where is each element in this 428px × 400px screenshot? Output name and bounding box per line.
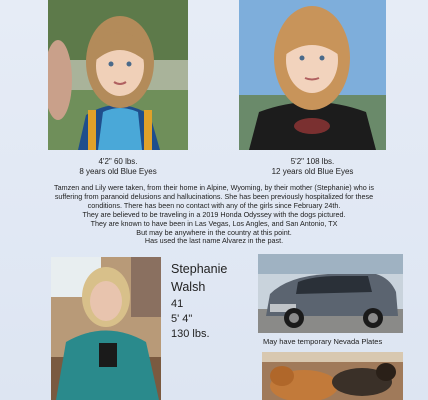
description-text xyxy=(12,184,416,246)
child1-height-weight: 4'2" 60 lbs. xyxy=(98,157,138,166)
child1-age-eyes: 8 years old Blue Eyes xyxy=(79,167,157,176)
child2-photo xyxy=(239,0,386,150)
description-line: They are known to have been in Las Vegas, Los Angles, and San Antonio, TX xyxy=(90,218,338,228)
mother-first-name: Stephanie xyxy=(171,262,228,276)
mother-photo xyxy=(51,257,161,400)
dogs-photo xyxy=(262,352,403,400)
mother-age: 41 xyxy=(171,298,184,310)
description-line: Tamzen and Lily were taken, from their home in Alpine, Wyoming, by their mother (Stephanie) who is xyxy=(54,183,374,192)
child2-age-eyes: 12 years old Blue Eyes xyxy=(271,167,354,176)
description-line: conditions. There has been no contact with any of the girls since February 24th. xyxy=(87,200,341,210)
minivan-photo xyxy=(258,254,403,333)
child1-caption xyxy=(48,157,188,177)
mother-last-name: Walsh xyxy=(171,280,206,294)
mother-height: 5' 4" xyxy=(171,313,193,325)
description-line: But may be anywhere in the country at this point. xyxy=(136,227,292,237)
mother-weight: 130 lbs. xyxy=(171,328,210,340)
child2-caption xyxy=(239,157,386,177)
description-line: They are believed to be traveling in a 2019 Honda Odyssey with the dogs pictured. xyxy=(82,209,346,219)
child2-height-weight: 5'2" 108 lbs. xyxy=(290,157,335,166)
child1-photo xyxy=(48,0,188,150)
plates-caption: May have temporary Nevada Plates xyxy=(263,337,383,346)
description-line: suffering from paranoid delusions and hallucinations. She has been previously hospitalized for these xyxy=(54,191,374,201)
description-line: Has used the last name Alvarez in the past. xyxy=(144,236,284,246)
